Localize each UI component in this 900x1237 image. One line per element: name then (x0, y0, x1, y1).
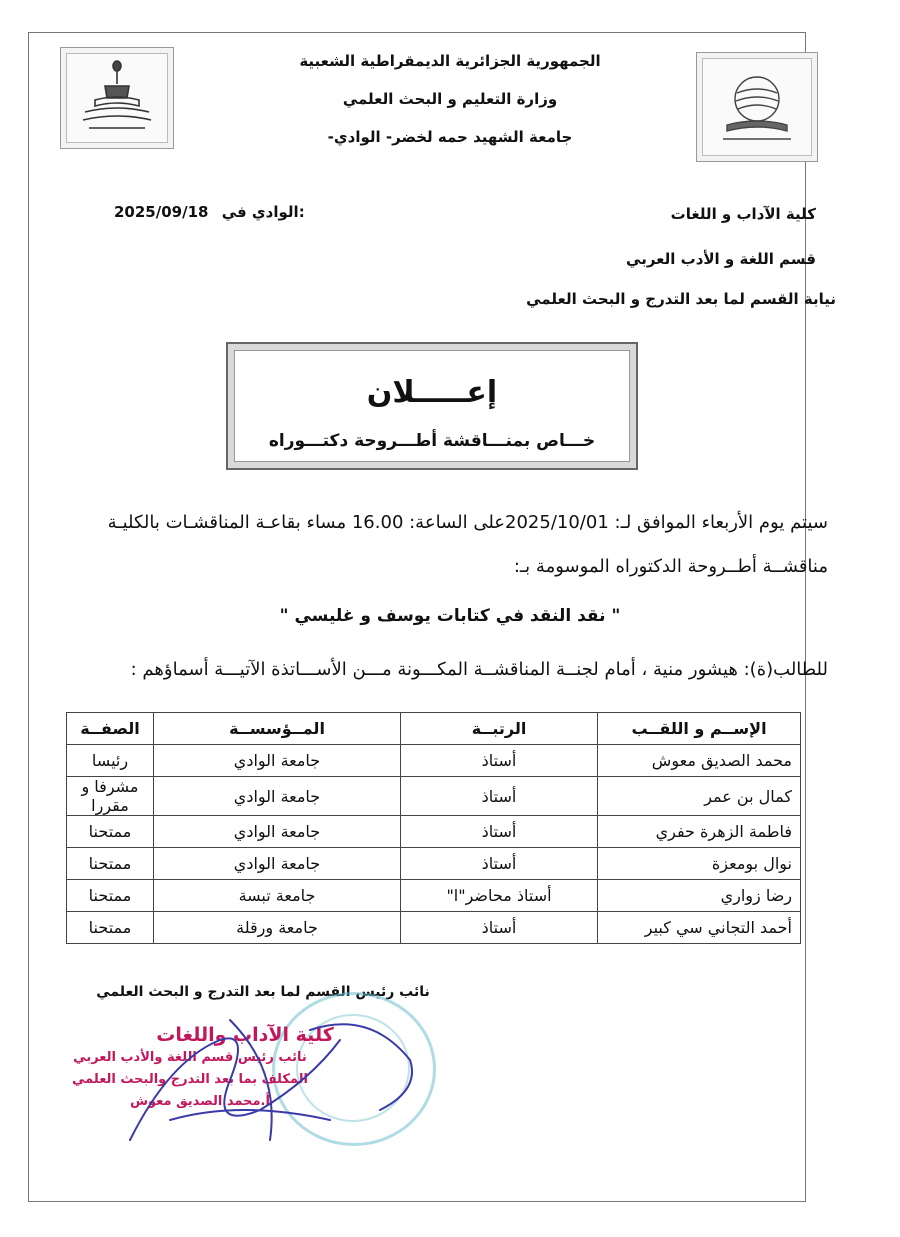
date-line (114, 203, 305, 221)
member-rank: أستاذ (401, 777, 598, 816)
announcement-title: إعـــــلان (366, 375, 498, 410)
header-university: جامعة الشهيد حمه لخضر- الوادي- (327, 128, 573, 146)
member-name: رضا زواري (598, 880, 801, 912)
member-institution: جامعة الوادي (154, 745, 401, 777)
date-label: الوادي في: (221, 203, 305, 221)
header-rank: الرتبــة (401, 713, 598, 745)
faculty-logo (696, 52, 818, 162)
header-institution: المــؤسســة (154, 713, 401, 745)
stamp-faculty: كلية الآداب واللغات (156, 1024, 334, 1046)
thesis-title: " نقد النقد في كتابات يوسف و غليسي " (279, 606, 621, 626)
body-line-2: مناقشــة أطــروحة الدكتوراه الموسومة بـ: (513, 556, 828, 577)
office-name: نيابة القسم لما بعد التدرج و البحث العلمي (526, 290, 836, 308)
member-name: محمد الصديق معوش (598, 745, 801, 777)
university-seal-logo (60, 47, 174, 149)
member-name: نوال بومعزة (598, 848, 801, 880)
table-row (67, 880, 801, 912)
member-rank: أستاذ (401, 745, 598, 777)
faculty-name: كلية الآداب و اللغات (670, 205, 816, 223)
table-row (67, 777, 801, 816)
body-line-1: سيتم يوم الأربعاء الموافق لـ: 2025/10/01على الساعة: 16.00 مساء بقاعـة المناقشـات بالكليـة (107, 512, 828, 533)
member-rank: أستاذ محاضر"ا" (401, 880, 598, 912)
member-name: أحمد التجاني سي كبير (598, 912, 801, 944)
signature-title: نائب رئيس القسم لما بعد التدرج و البحث العلمي (96, 984, 430, 1000)
member-institution: جامعة الوادي (154, 777, 401, 816)
stamp-name: أ.محمد الصديق معوش (130, 1094, 270, 1109)
header-republic: الجمهورية الجزائرية الديمقراطية الشعبية (299, 52, 601, 70)
student-line: للطالب(ة): هيشور منية ، أمام لجنــة المناقشــة المكـــونة مـــن الأســـاتذة الآتيـــة أسماؤهم : (130, 659, 828, 680)
table-row (67, 745, 801, 777)
member-institution: جامعة الوادي (154, 848, 401, 880)
book-lamp-icon (67, 54, 167, 142)
member-rank: أستاذ (401, 816, 598, 848)
member-role: ممتحنا (67, 880, 154, 912)
table-row (67, 816, 801, 848)
table-row (67, 912, 801, 944)
member-name: كمال بن عمر (598, 777, 801, 816)
stamp-role: نائب رئيس قسم اللغة والأدب العربي (73, 1050, 307, 1065)
member-institution: جامعة تبسة (154, 880, 401, 912)
stamp-charge: المكلف بما بعد التدرج والبحث العلمي (72, 1072, 308, 1087)
table-row (67, 848, 801, 880)
header-role: الصفــة (67, 713, 154, 745)
member-institution: جامعة الوادي (154, 816, 401, 848)
header-ministry: وزارة التعليم و البحث العلمي (342, 90, 558, 108)
announcement-subtitle: خـــاص بمنـــاقشة أطـــروحة دكتـــوراه (268, 431, 596, 451)
committee-table (66, 712, 801, 944)
announcement-box (226, 342, 638, 470)
member-name: فاطمة الزهرة حفري (598, 816, 801, 848)
globe-book-icon (703, 59, 811, 155)
date-value: 2025/09/18 (114, 203, 209, 221)
header-name: الإســم و اللقــب (598, 713, 801, 745)
member-role: ممتحنا (67, 848, 154, 880)
member-rank: أستاذ (401, 912, 598, 944)
handwritten-signature (110, 1000, 440, 1150)
member-rank: أستاذ (401, 848, 598, 880)
table-header-row (67, 713, 801, 745)
member-role: مشرفا و مقررا (67, 777, 154, 816)
member-role: ممتحنا (67, 912, 154, 944)
member-institution: جامعة ورقلة (154, 912, 401, 944)
department-name: قسم اللغة و الأدب العربي (626, 250, 816, 268)
member-role: رئيسا (67, 745, 154, 777)
member-role: ممتحنا (67, 816, 154, 848)
